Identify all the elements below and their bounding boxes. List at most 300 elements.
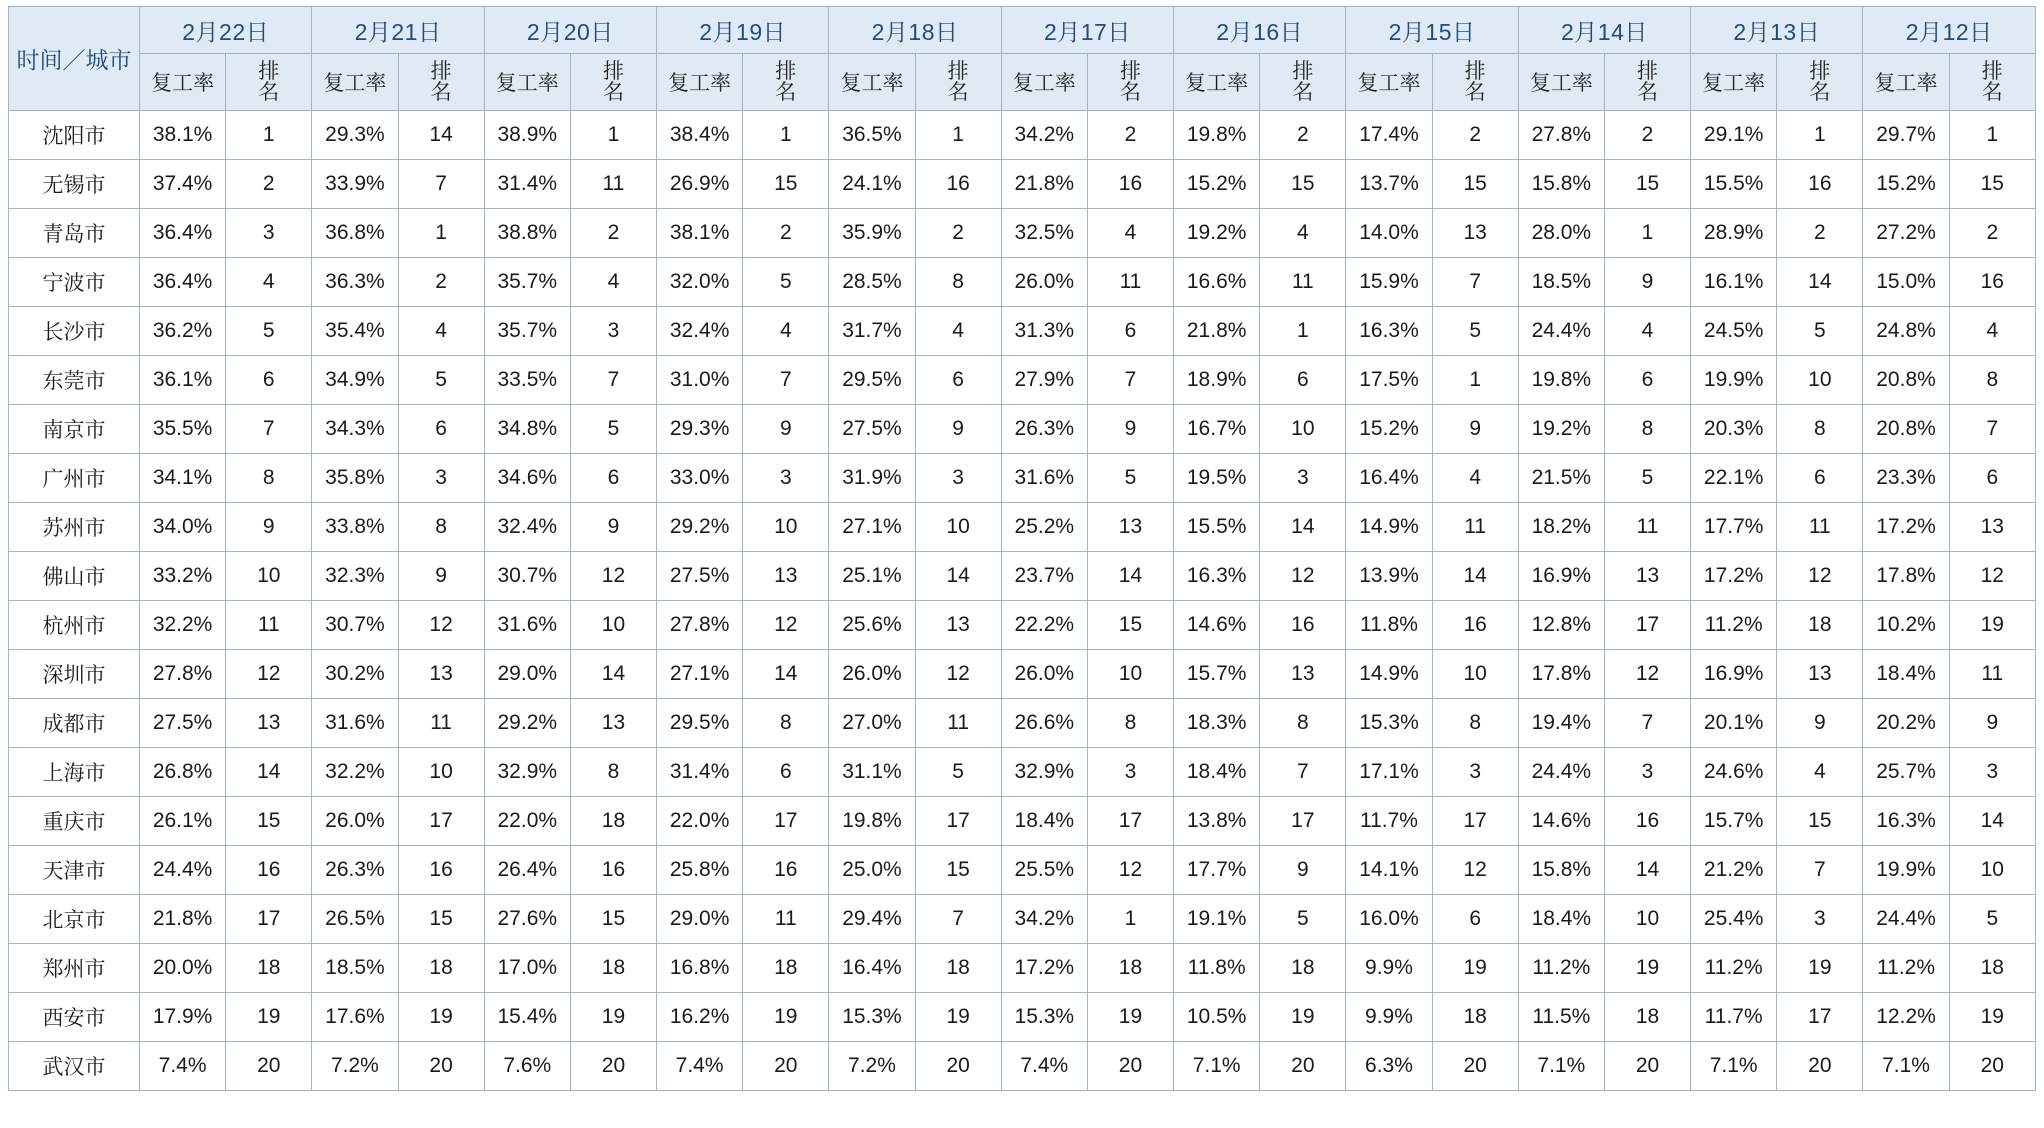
cell-rate: 26.3% [312, 846, 398, 895]
cell-rank: 15 [1949, 160, 2035, 209]
table-body [9, 111, 2036, 1091]
column-rate-header: 复工率 [1691, 54, 1777, 111]
cell-rate: 16.9% [1691, 650, 1777, 699]
column-rank-header-char: 排 [1292, 59, 1314, 83]
column-date-header: 2月14日 [1518, 7, 1690, 54]
cell-rate: 17.2% [1001, 944, 1087, 993]
cell-rank: 13 [1087, 503, 1173, 552]
cell-rate: 25.4% [1691, 895, 1777, 944]
column-rank-header [1087, 54, 1173, 111]
cell-rank: 14 [1260, 503, 1346, 552]
table-row [9, 160, 2036, 209]
cell-rate: 9.9% [1346, 993, 1432, 1042]
cell-rank: 5 [1777, 307, 1863, 356]
cell-rate: 34.8% [484, 405, 570, 454]
cell-rate: 36.4% [140, 209, 226, 258]
cell-rate: 15.0% [1863, 258, 1949, 307]
cell-rate: 31.6% [484, 601, 570, 650]
table-row [9, 650, 2036, 699]
cell-rank: 20 [1777, 1042, 1863, 1091]
cell-rate: 29.3% [312, 111, 398, 160]
cell-rate: 34.2% [1001, 111, 1087, 160]
cell-rate: 22.0% [657, 797, 743, 846]
cell-rank: 8 [743, 699, 829, 748]
row-city-label: 青岛市 [9, 209, 140, 258]
column-date-header: 2月13日 [1691, 7, 1863, 54]
cell-rate: 21.8% [140, 895, 226, 944]
cell-rate: 32.2% [312, 748, 398, 797]
column-date-header: 2月15日 [1346, 7, 1518, 54]
cell-rate: 19.8% [1518, 356, 1604, 405]
column-rate-header: 复工率 [484, 54, 570, 111]
cell-rate: 15.2% [1174, 160, 1260, 209]
cell-rate: 7.1% [1863, 1042, 1949, 1091]
cell-rank: 19 [743, 993, 829, 1042]
cell-rate: 27.0% [829, 699, 915, 748]
cell-rank: 3 [398, 454, 484, 503]
cell-rank: 1 [1260, 307, 1346, 356]
column-rank-header-char: 名 [775, 81, 797, 104]
cell-rank: 15 [226, 797, 312, 846]
cell-rank: 10 [915, 503, 1001, 552]
cell-rate: 14.1% [1346, 846, 1432, 895]
cell-rank: 15 [1432, 160, 1518, 209]
cell-rate: 15.8% [1518, 846, 1604, 895]
column-rank-header-char: 名 [1809, 81, 1831, 104]
cell-rate: 31.1% [829, 748, 915, 797]
cell-rank: 2 [226, 160, 312, 209]
cell-rank: 11 [1432, 503, 1518, 552]
column-rank-header-char: 排 [1119, 59, 1141, 83]
cell-rate: 19.8% [1174, 111, 1260, 160]
cell-rate: 15.7% [1174, 650, 1260, 699]
row-city-label: 东莞市 [9, 356, 140, 405]
cell-rate: 16.6% [1174, 258, 1260, 307]
cell-rank: 7 [1432, 258, 1518, 307]
cell-rate: 18.5% [1518, 258, 1604, 307]
cell-rank: 19 [1949, 993, 2035, 1042]
cell-rank: 3 [1949, 748, 2035, 797]
cell-rank: 12 [743, 601, 829, 650]
cell-rate: 16.4% [1346, 454, 1432, 503]
cell-rate: 16.1% [1691, 258, 1777, 307]
cell-rank: 19 [1260, 993, 1346, 1042]
column-rate-header: 复工率 [1518, 54, 1604, 111]
cell-rank: 2 [743, 209, 829, 258]
cell-rate: 25.6% [829, 601, 915, 650]
cell-rate: 19.9% [1863, 846, 1949, 895]
cell-rate: 7.2% [312, 1042, 398, 1091]
cell-rate: 26.5% [312, 895, 398, 944]
cell-rank: 1 [1087, 895, 1173, 944]
cell-rate: 31.3% [1001, 307, 1087, 356]
cell-rank: 4 [1604, 307, 1690, 356]
cell-rank: 20 [743, 1042, 829, 1091]
cell-rank: 4 [1087, 209, 1173, 258]
row-city-label: 宁波市 [9, 258, 140, 307]
table-row [9, 601, 2036, 650]
cell-rate: 15.5% [1691, 160, 1777, 209]
cell-rate: 26.0% [829, 650, 915, 699]
cell-rate: 19.2% [1174, 209, 1260, 258]
cell-rank: 6 [1949, 454, 2035, 503]
table-row [9, 258, 2036, 307]
cell-rate: 30.7% [312, 601, 398, 650]
cell-rank: 18 [915, 944, 1001, 993]
cell-rank: 12 [1087, 846, 1173, 895]
column-rank-header-char: 名 [430, 81, 452, 104]
cell-rate: 14.9% [1346, 503, 1432, 552]
cell-rate: 16.9% [1518, 552, 1604, 601]
cell-rank: 13 [226, 699, 312, 748]
cell-rank: 7 [570, 356, 656, 405]
cell-rate: 32.0% [657, 258, 743, 307]
cell-rank: 14 [226, 748, 312, 797]
row-city-label: 重庆市 [9, 797, 140, 846]
cell-rate: 27.8% [140, 650, 226, 699]
cell-rank: 12 [398, 601, 484, 650]
table-row [9, 111, 2036, 160]
cell-rank: 14 [570, 650, 656, 699]
cell-rank: 3 [1432, 748, 1518, 797]
cell-rate: 34.2% [1001, 895, 1087, 944]
cell-rate: 29.0% [657, 895, 743, 944]
cell-rank: 13 [915, 601, 1001, 650]
cell-rank: 19 [226, 993, 312, 1042]
cell-rate: 13.9% [1346, 552, 1432, 601]
cell-rate: 12.2% [1863, 993, 1949, 1042]
cell-rate: 20.3% [1691, 405, 1777, 454]
cell-rank: 15 [570, 895, 656, 944]
cell-rate: 6.3% [1346, 1042, 1432, 1091]
row-city-label: 北京市 [9, 895, 140, 944]
table-row [9, 307, 2036, 356]
cell-rate: 14.6% [1518, 797, 1604, 846]
cell-rate: 38.8% [484, 209, 570, 258]
cell-rank: 1 [570, 111, 656, 160]
cell-rank: 13 [743, 552, 829, 601]
cell-rank: 13 [570, 699, 656, 748]
cell-rate: 29.4% [829, 895, 915, 944]
cell-rank: 8 [570, 748, 656, 797]
cell-rank: 3 [570, 307, 656, 356]
cell-rate: 14.9% [1346, 650, 1432, 699]
cell-rank: 15 [398, 895, 484, 944]
column-rank-header-char: 名 [258, 81, 280, 104]
cell-rank: 10 [1260, 405, 1346, 454]
cell-rate: 29.5% [657, 699, 743, 748]
column-rank-header-char: 排 [1464, 59, 1486, 83]
cell-rate: 16.7% [1174, 405, 1260, 454]
column-rank-header [1777, 54, 1863, 111]
cell-rate: 26.0% [1001, 650, 1087, 699]
column-date-header: 2月21日 [312, 7, 484, 54]
cell-rank: 20 [1087, 1042, 1173, 1091]
cell-rank: 16 [915, 160, 1001, 209]
cell-rank: 5 [743, 258, 829, 307]
cell-rate: 7.1% [1518, 1042, 1604, 1091]
cell-rate: 11.2% [1691, 944, 1777, 993]
cell-rank: 18 [1604, 993, 1690, 1042]
cell-rate: 36.8% [312, 209, 398, 258]
cell-rank: 15 [1087, 601, 1173, 650]
cell-rate: 20.0% [140, 944, 226, 993]
cell-rate: 35.5% [140, 405, 226, 454]
cell-rate: 38.9% [484, 111, 570, 160]
column-rank-header-char: 名 [1119, 81, 1141, 104]
cell-rank: 11 [1949, 650, 2035, 699]
cell-rate: 32.9% [1001, 748, 1087, 797]
cell-rank: 9 [226, 503, 312, 552]
cell-rate: 31.6% [312, 699, 398, 748]
cell-rate: 28.9% [1691, 209, 1777, 258]
cell-rank: 5 [1260, 895, 1346, 944]
cell-rate: 11.2% [1518, 944, 1604, 993]
cell-rank: 6 [570, 454, 656, 503]
cell-rate: 33.9% [312, 160, 398, 209]
cell-rank: 6 [1087, 307, 1173, 356]
cell-rank: 16 [1604, 797, 1690, 846]
cell-rate: 10.2% [1863, 601, 1949, 650]
column-rank-header-char: 排 [430, 59, 452, 83]
cell-rank: 11 [743, 895, 829, 944]
cell-rank: 17 [1432, 797, 1518, 846]
row-city-label: 沈阳市 [9, 111, 140, 160]
cell-rate: 35.7% [484, 307, 570, 356]
cell-rate: 17.1% [1346, 748, 1432, 797]
cell-rank: 4 [1949, 307, 2035, 356]
cell-rank: 6 [1604, 356, 1690, 405]
cell-rank: 7 [398, 160, 484, 209]
table-header [9, 7, 2036, 111]
cell-rank: 18 [1087, 944, 1173, 993]
cell-rank: 9 [915, 405, 1001, 454]
cell-rank: 11 [1260, 258, 1346, 307]
cell-rate: 16.3% [1346, 307, 1432, 356]
cell-rate: 26.4% [484, 846, 570, 895]
cell-rank: 6 [915, 356, 1001, 405]
cell-rank: 18 [570, 944, 656, 993]
cell-rank: 19 [1087, 993, 1173, 1042]
column-rank-header-char: 排 [947, 59, 969, 83]
column-rank-header-char: 名 [602, 81, 624, 104]
table-row [9, 356, 2036, 405]
cell-rate: 22.1% [1691, 454, 1777, 503]
cell-rank: 8 [1087, 699, 1173, 748]
cell-rank: 8 [915, 258, 1001, 307]
table-row [9, 797, 2036, 846]
column-rank-header-char: 排 [775, 59, 797, 83]
cell-rank: 10 [743, 503, 829, 552]
cell-rate: 15.4% [484, 993, 570, 1042]
cell-rate: 26.0% [1001, 258, 1087, 307]
cell-rank: 5 [1087, 454, 1173, 503]
row-city-label: 西安市 [9, 993, 140, 1042]
cell-rate: 17.2% [1691, 552, 1777, 601]
column-rank-header [1260, 54, 1346, 111]
cell-rank: 6 [1777, 454, 1863, 503]
cell-rate: 31.4% [484, 160, 570, 209]
cell-rate: 28.0% [1518, 209, 1604, 258]
cell-rate: 21.5% [1518, 454, 1604, 503]
corner-label: 时间／城市 [9, 7, 140, 111]
cell-rate: 11.2% [1863, 944, 1949, 993]
cell-rank: 1 [1604, 209, 1690, 258]
cell-rank: 5 [398, 356, 484, 405]
column-rate-header: 复工率 [829, 54, 915, 111]
column-date-header: 2月18日 [829, 7, 1001, 54]
cell-rate: 25.0% [829, 846, 915, 895]
cell-rank: 16 [1260, 601, 1346, 650]
cell-rank: 17 [1260, 797, 1346, 846]
cell-rank: 2 [1604, 111, 1690, 160]
cell-rank: 8 [1604, 405, 1690, 454]
cell-rate: 17.7% [1174, 846, 1260, 895]
column-rate-header: 复工率 [140, 54, 226, 111]
cell-rate: 16.2% [657, 993, 743, 1042]
table-row [9, 993, 2036, 1042]
cell-rank: 13 [1777, 650, 1863, 699]
cell-rate: 16.3% [1863, 797, 1949, 846]
column-rate-header: 复工率 [1174, 54, 1260, 111]
cell-rank: 11 [226, 601, 312, 650]
cell-rate: 27.5% [657, 552, 743, 601]
cell-rate: 22.0% [484, 797, 570, 846]
cell-rank: 3 [915, 454, 1001, 503]
cell-rate: 27.2% [1863, 209, 1949, 258]
cell-rate: 7.6% [484, 1042, 570, 1091]
cell-rank: 11 [915, 699, 1001, 748]
cell-rank: 15 [1777, 797, 1863, 846]
cell-rate: 19.5% [1174, 454, 1260, 503]
cell-rate: 24.8% [1863, 307, 1949, 356]
cell-rate: 33.2% [140, 552, 226, 601]
cell-rate: 38.1% [140, 111, 226, 160]
cell-rate: 20.2% [1863, 699, 1949, 748]
cell-rank: 11 [1087, 258, 1173, 307]
cell-rank: 18 [1432, 993, 1518, 1042]
cell-rank: 2 [398, 258, 484, 307]
cell-rate: 11.2% [1691, 601, 1777, 650]
cell-rank: 17 [1087, 797, 1173, 846]
cell-rate: 15.3% [1346, 699, 1432, 748]
row-city-label: 长沙市 [9, 307, 140, 356]
cell-rank: 19 [915, 993, 1001, 1042]
cell-rate: 27.8% [657, 601, 743, 650]
cell-rate: 29.2% [484, 699, 570, 748]
cell-rank: 12 [915, 650, 1001, 699]
cell-rate: 26.8% [140, 748, 226, 797]
cell-rate: 11.5% [1518, 993, 1604, 1042]
column-date-header: 2月12日 [1863, 7, 2036, 54]
cell-rate: 31.7% [829, 307, 915, 356]
cell-rate: 16.4% [829, 944, 915, 993]
cell-rank: 1 [1432, 356, 1518, 405]
cell-rank: 13 [398, 650, 484, 699]
cell-rank: 4 [398, 307, 484, 356]
cell-rate: 18.3% [1174, 699, 1260, 748]
cell-rank: 16 [1432, 601, 1518, 650]
cell-rate: 19.1% [1174, 895, 1260, 944]
cell-rate: 23.7% [1001, 552, 1087, 601]
cell-rank: 9 [743, 405, 829, 454]
cell-rank: 7 [1604, 699, 1690, 748]
cell-rank: 16 [1777, 160, 1863, 209]
column-rate-header: 复工率 [312, 54, 398, 111]
cell-rank: 19 [1949, 601, 2035, 650]
cell-rate: 17.2% [1863, 503, 1949, 552]
cell-rate: 21.8% [1174, 307, 1260, 356]
cell-rate: 34.1% [140, 454, 226, 503]
cell-rank: 15 [743, 160, 829, 209]
cell-rank: 7 [1777, 846, 1863, 895]
cell-rate: 30.2% [312, 650, 398, 699]
cell-rate: 27.8% [1518, 111, 1604, 160]
cell-rate: 32.9% [484, 748, 570, 797]
cell-rank: 12 [570, 552, 656, 601]
column-rank-header-char: 名 [1637, 81, 1658, 104]
cell-rank: 5 [226, 307, 312, 356]
cell-rate: 27.1% [657, 650, 743, 699]
column-rank-header-char: 名 [1464, 81, 1486, 104]
cell-rank: 19 [1432, 944, 1518, 993]
table-row [9, 552, 2036, 601]
cell-rank: 7 [743, 356, 829, 405]
cell-rank: 20 [915, 1042, 1001, 1091]
cell-rank: 19 [1777, 944, 1863, 993]
cell-rate: 27.5% [140, 699, 226, 748]
cell-rate: 12.8% [1518, 601, 1604, 650]
cell-rank: 12 [1432, 846, 1518, 895]
cell-rate: 31.9% [829, 454, 915, 503]
cell-rank: 1 [226, 111, 312, 160]
cell-rank: 11 [1604, 503, 1690, 552]
cell-rate: 15.9% [1346, 258, 1432, 307]
cell-rate: 19.8% [829, 797, 915, 846]
cell-rank: 4 [915, 307, 1001, 356]
cell-rank: 14 [1949, 797, 2035, 846]
cell-rate: 17.6% [312, 993, 398, 1042]
cell-rank: 2 [1260, 111, 1346, 160]
cell-rate: 26.1% [140, 797, 226, 846]
column-rate-header: 复工率 [1001, 54, 1087, 111]
cell-rate: 19.2% [1518, 405, 1604, 454]
cell-rate: 36.1% [140, 356, 226, 405]
cell-rate: 15.3% [1001, 993, 1087, 1042]
table-row [9, 1042, 2036, 1091]
cell-rate: 7.1% [1174, 1042, 1260, 1091]
cell-rank: 20 [1432, 1042, 1518, 1091]
cell-rate: 29.3% [657, 405, 743, 454]
cell-rate: 35.4% [312, 307, 398, 356]
cell-rate: 15.7% [1691, 797, 1777, 846]
table-row [9, 699, 2036, 748]
cell-rate: 34.0% [140, 503, 226, 552]
cell-rate: 11.8% [1346, 601, 1432, 650]
cell-rank: 18 [1260, 944, 1346, 993]
cell-rate: 28.5% [829, 258, 915, 307]
cell-rate: 18.9% [1174, 356, 1260, 405]
column-rank-header [570, 54, 656, 111]
column-rank-header [398, 54, 484, 111]
cell-rank: 5 [1949, 895, 2035, 944]
cell-rate: 18.4% [1518, 895, 1604, 944]
column-rank-header-char: 名 [1981, 81, 2003, 104]
cell-rank: 3 [1777, 895, 1863, 944]
cell-rank: 3 [1087, 748, 1173, 797]
cell-rank: 2 [1949, 209, 2035, 258]
row-city-label: 深圳市 [9, 650, 140, 699]
